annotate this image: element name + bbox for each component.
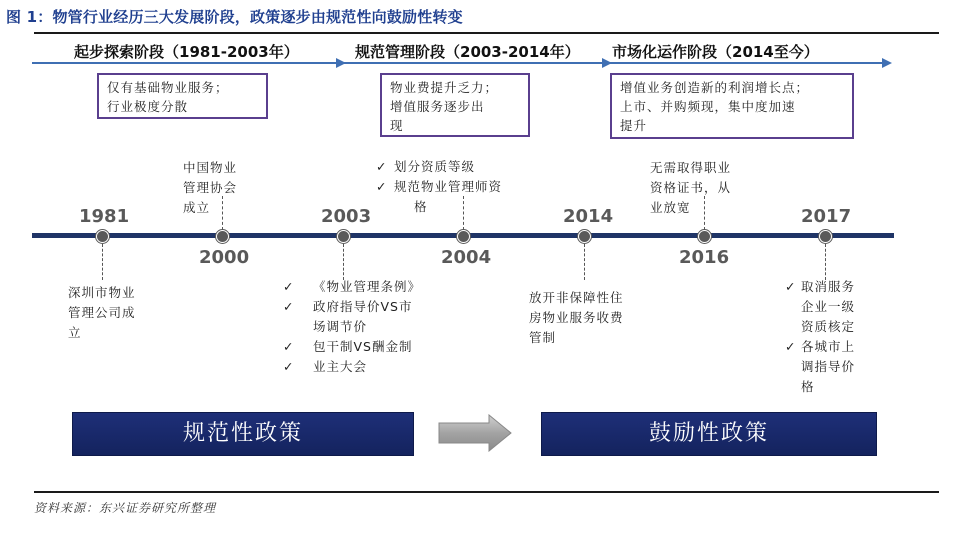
connector-2014 (584, 244, 585, 280)
phase-2-box-line: 增值服务逐步出 (390, 99, 485, 114)
timeline-dot-2016 (698, 230, 711, 243)
phase-1-box-line: 行业极度分散 (107, 99, 189, 114)
event-2017 (785, 277, 855, 397)
event-line: 管制 (529, 330, 557, 345)
event-2003 (283, 277, 421, 377)
connector-2016 (704, 196, 705, 230)
event-line: 调指导价 (801, 359, 856, 374)
event-line: 房物业服务收费 (529, 310, 624, 325)
check-icon: ✓ (376, 179, 388, 194)
timeline-dot-2003 (337, 230, 350, 243)
year-2000: 2000 (199, 247, 250, 268)
year-2004: 2004 (441, 247, 492, 268)
event-line: 格 (801, 379, 815, 394)
check-icon: ✓ (283, 339, 295, 354)
timeline-dot-2017 (819, 230, 832, 243)
event-line: 场调节价 (313, 319, 368, 334)
event-line: 包干制VS酬金制 (313, 339, 413, 354)
check-icon: ✓ (283, 279, 295, 294)
connector-1981 (102, 244, 103, 280)
event-line: 管理协会 (183, 180, 238, 195)
connector-2004 (463, 196, 464, 230)
phase-1-box (97, 73, 268, 119)
phase-3-label: 市场化运作阶段（2014至今） (612, 43, 819, 61)
year-2017: 2017 (801, 206, 852, 227)
phase-1-label: 起步探索阶段（1981-2003年） (74, 43, 299, 61)
timeline-dot-2000 (216, 230, 229, 243)
check-icon: ✓ (785, 339, 797, 354)
event-1981 (68, 283, 136, 343)
event-2016 (650, 158, 731, 218)
event-line: 资格证书，从 (650, 180, 732, 195)
timeline-dot-1981 (96, 230, 109, 243)
year-1981: 1981 (79, 206, 130, 227)
event-line: 规范物业管理师资 (394, 179, 503, 194)
event-line: 政府指导价VS市 (313, 299, 413, 314)
phase-3-box-line: 增值业务创造新的利润增长点； (620, 80, 810, 95)
check-icon: ✓ (283, 359, 295, 374)
bottom-rule (34, 491, 939, 493)
event-line: 放开非保障性住 (529, 290, 624, 305)
event-line: 立 (68, 325, 82, 340)
phase-2-box-line: 物业费提升乏力； (390, 80, 499, 95)
event-2014 (529, 288, 624, 348)
year-2016: 2016 (679, 247, 730, 268)
phase-3-box (610, 73, 854, 139)
connector-2017 (825, 244, 826, 280)
timeline-dot-2014 (578, 230, 591, 243)
event-line: 《物业管理条例》 (313, 279, 422, 294)
connector-2003 (343, 244, 344, 280)
source-note: 资料来源：东兴证券研究所整理 (34, 501, 217, 515)
event-line: 管理公司成 (68, 305, 136, 320)
event-line: 格 (414, 199, 428, 214)
event-line: 业主大会 (313, 359, 368, 374)
check-icon: ✓ (785, 279, 797, 294)
phase-arrows (30, 56, 900, 70)
policy-banner-regulatory: 规范性政策 (72, 412, 414, 456)
event-2004 (376, 157, 502, 217)
event-line: 取消服务 (801, 279, 856, 294)
connector-2000 (222, 196, 223, 230)
event-line: 各城市上 (801, 339, 856, 354)
event-line: 无需取得职业 (650, 160, 732, 175)
event-line: 成立 (183, 200, 211, 215)
check-icon: ✓ (283, 299, 295, 314)
event-line: 中国物业 (183, 160, 238, 175)
event-line: 业放宽 (650, 200, 691, 215)
event-line: 深圳市物业 (68, 285, 136, 300)
phase-3-box-line: 提升 (620, 118, 648, 133)
phase-1-box-line: 仅有基础物业服务； (107, 80, 229, 95)
event-line: 划分资质等级 (394, 159, 476, 174)
phase-3-arrowhead (882, 58, 892, 68)
policy-banner-encouraging: 鼓励性政策 (541, 412, 877, 456)
phase-2-box (380, 73, 530, 137)
top-rule (34, 32, 939, 34)
year-2014: 2014 (563, 206, 614, 227)
timeline-dot-2004 (457, 230, 470, 243)
event-2000 (183, 158, 237, 218)
phase-3-box-line: 上市、并购频现，集中度加速 (620, 99, 796, 114)
phase-2-label: 规范管理阶段（2003-2014年） (355, 43, 580, 61)
event-line: 资质核定 (801, 319, 856, 334)
phase-2-box-line: 现 (390, 118, 404, 133)
year-2003: 2003 (321, 206, 372, 227)
event-line: 企业一级 (801, 299, 856, 314)
check-icon: ✓ (376, 159, 388, 174)
figure-title: 图 1：物管行业经历三大发展阶段，政策逐步由规范性向鼓励性转变 (6, 8, 463, 26)
transition-arrow-icon (437, 414, 513, 452)
